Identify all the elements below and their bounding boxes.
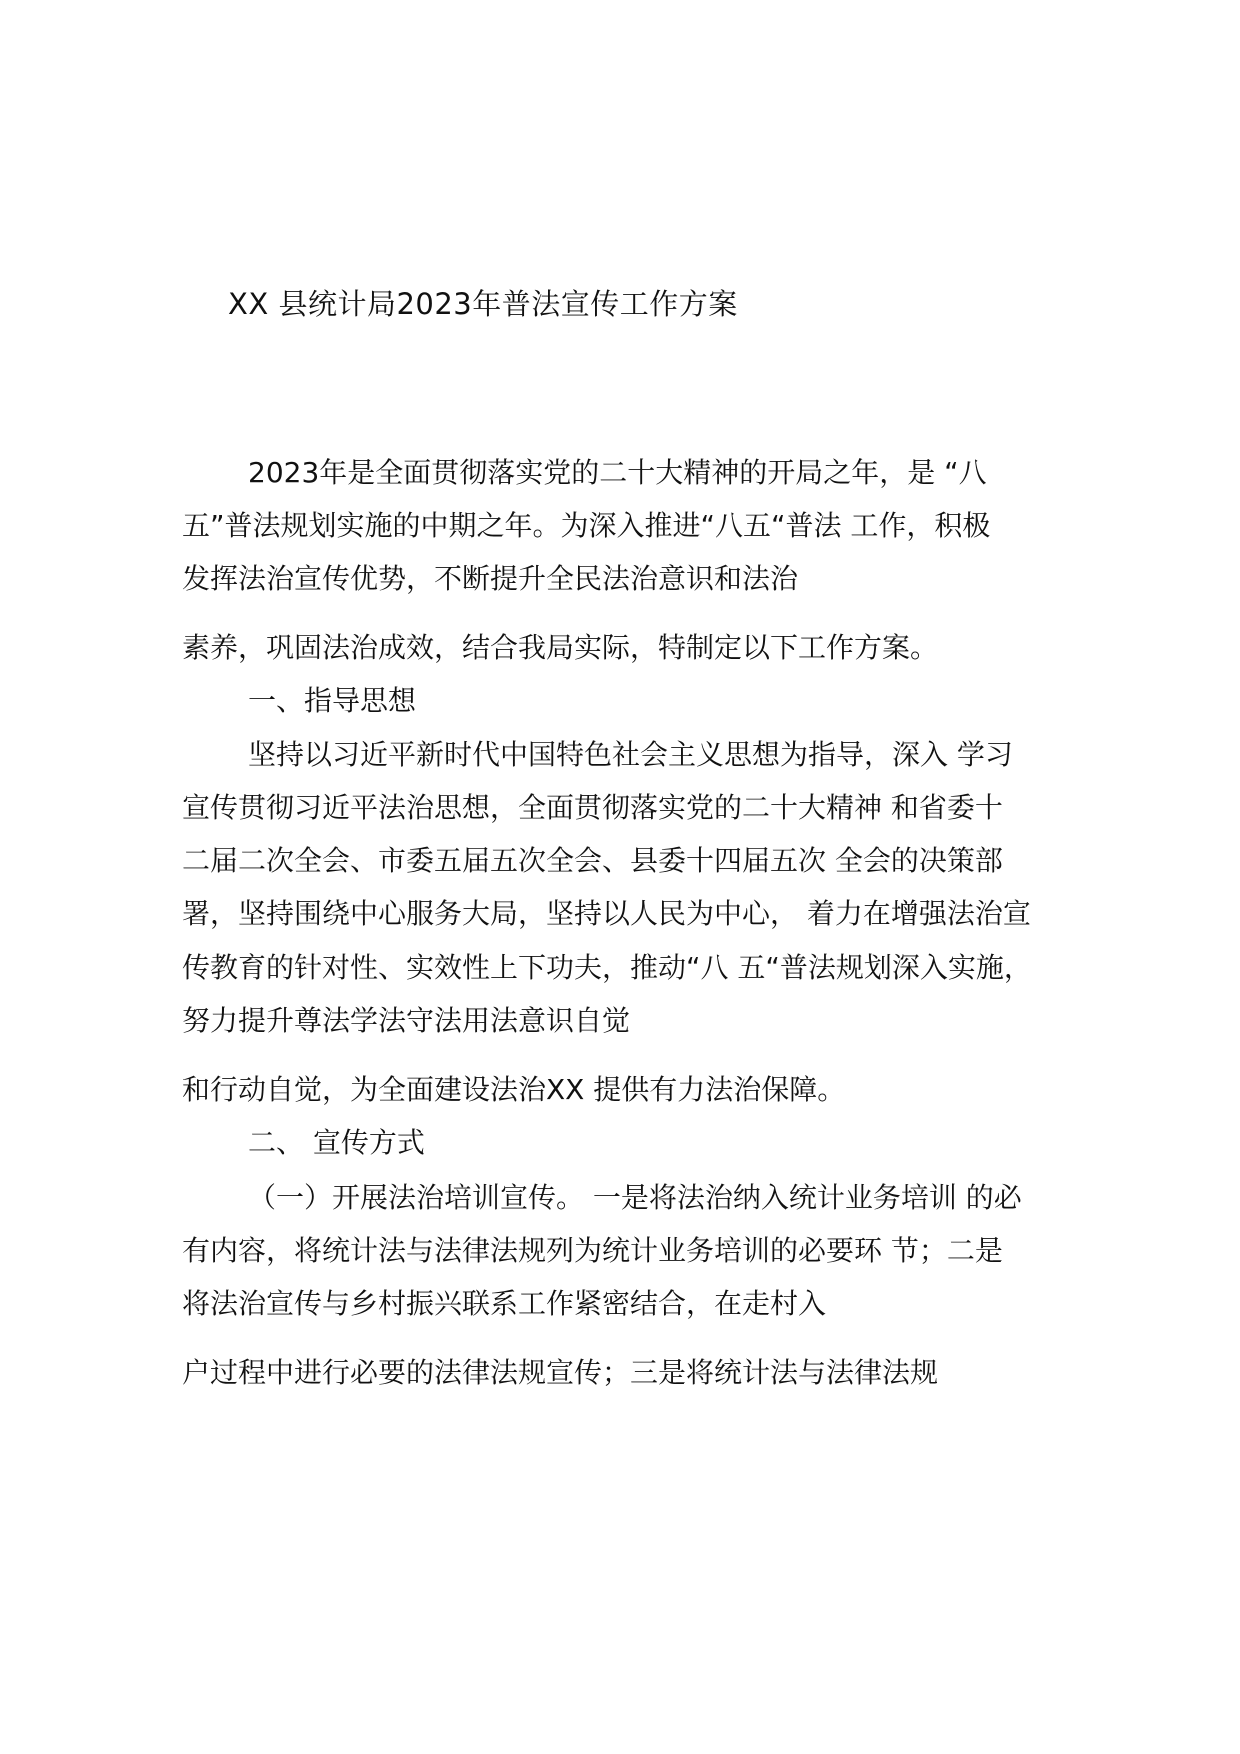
body-line-10: 传教育的针对性、实效性上下功夫，推动“八 五“普法规划深入实施， [182,951,1032,984]
body-line-6: 坚持以习近平新时代中国特色社会主义思想为指导，深入 学习 [248,738,1013,771]
body-line-4: 素养，巩固法治成效，结合我局实际，特制定以下工作方案。 [182,631,939,664]
document-title: XX 县统计局2023年普法宣传工作方案 [228,287,738,321]
body-line-17: 户过程中进行必要的法律法规宣传；三是将统计法与法律法规 [182,1356,939,1389]
body-line-3: 发挥法治宣传优势，不断提升全民法治意识和法治 [182,562,799,595]
body-line-2: 五”普法规划实施的中期之年。为深入推进“八五“普法 工作，积极 [182,509,991,542]
body-line-11: 努力提升尊法学法守法用法意识自觉 [182,1004,631,1037]
body-line-12: 和行动自觉，为全面建设法治XX 提供有力法治保障。 [182,1073,846,1106]
body-line-1: 2023年是全面贯彻落实党的二十大精神的开局之年，是 “八 [248,456,987,489]
section-heading-guiding-thought: 一、指导思想 [248,684,417,717]
body-line-14: （一）开展法治培训宣传。 一是将法治纳入统计业务培训 的必 [248,1181,1022,1214]
section-heading-publicity-methods: 二、 宣传方式 [248,1126,425,1159]
body-line-15: 有内容，将统计法与法律法规列为统计业务培训的必要环 节；二是 [182,1234,1003,1267]
body-line-8: 二届二次全会、市委五届五次全会、县委十四届五次 全会的决策部 [182,844,1003,877]
body-line-16: 将法治宣传与乡村振兴联系工作紧密结合，在走村入 [182,1287,827,1320]
body-line-7: 宣传贯彻习近平法治思想，全面贯彻落实党的二十大精神 和省委十 [182,791,1003,824]
body-line-9: 署，坚持围绕中心服务大局，坚持以人民为中心， 着力在增强法治宣 [182,897,1031,930]
